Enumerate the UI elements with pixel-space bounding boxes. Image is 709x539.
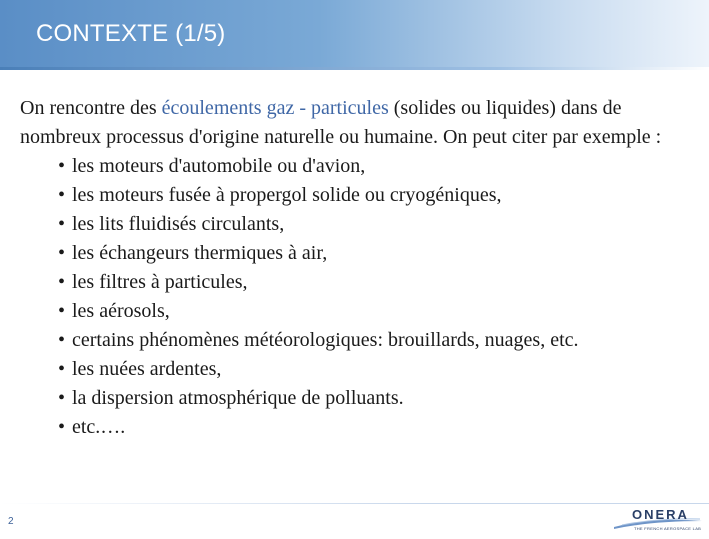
list-item [58, 239, 700, 268]
list-item-text: les nuées ardentes, [72, 358, 222, 380]
intro-text-after: (solides ou liquides) dans de nombreux processus d'origine naturelle ou humaine. On peut citer par exemple : [20, 97, 662, 148]
list-item [58, 384, 700, 413]
list-item-text: etc.…. [72, 416, 126, 438]
list-item [58, 152, 700, 181]
list-item-text: les moteurs fusée à propergol solide ou cryogéniques, [72, 184, 502, 206]
highlighted-term: écoulements gaz - particules [161, 97, 389, 119]
list-item-text: les aérosols, [72, 300, 170, 322]
list-item [58, 297, 700, 326]
footer-divider [0, 503, 709, 504]
list-item [58, 181, 700, 210]
bullet-icon: • [58, 155, 66, 177]
bullet-icon: • [58, 184, 66, 206]
list-item-text: les filtres à particules, [72, 271, 248, 293]
title-bar [0, 0, 709, 70]
slide-body [20, 94, 700, 442]
list-item-text: les moteurs d'automobile ou d'avion, [72, 155, 366, 177]
bullet-icon: • [58, 416, 66, 438]
bullet-icon: • [58, 329, 66, 351]
bullet-icon: • [58, 213, 66, 235]
slide-number: 2 [8, 516, 14, 527]
slide-title: CONTEXTE (1/5) [36, 20, 226, 47]
onera-logo [612, 505, 704, 537]
bullet-icon: • [58, 358, 66, 380]
bullet-icon: • [58, 387, 66, 409]
list-item [58, 326, 700, 355]
bullet-icon: • [58, 242, 66, 264]
list-item-text: les lits fluidisés circulants, [72, 213, 285, 235]
list-item-text: les échangeurs thermiques à air, [72, 242, 328, 264]
intro-text-before: On rencontre des [20, 97, 162, 119]
list-item-text: la dispersion atmosphérique de polluants. [72, 387, 404, 409]
list-item [58, 210, 700, 239]
intro-paragraph [20, 94, 700, 152]
bullet-icon: • [58, 300, 66, 322]
list-item [58, 355, 700, 384]
logo-wordmark: ONERA [632, 507, 689, 522]
bullet-list [20, 152, 700, 442]
list-item-text: certains phénomènes météorologiques: brouillards, nuages, etc. [72, 329, 579, 351]
logo-tagline: THE FRENCH AEROSPACE LAB [634, 526, 702, 531]
bullet-icon: • [58, 271, 66, 293]
list-item [58, 268, 700, 297]
list-item [58, 413, 700, 442]
